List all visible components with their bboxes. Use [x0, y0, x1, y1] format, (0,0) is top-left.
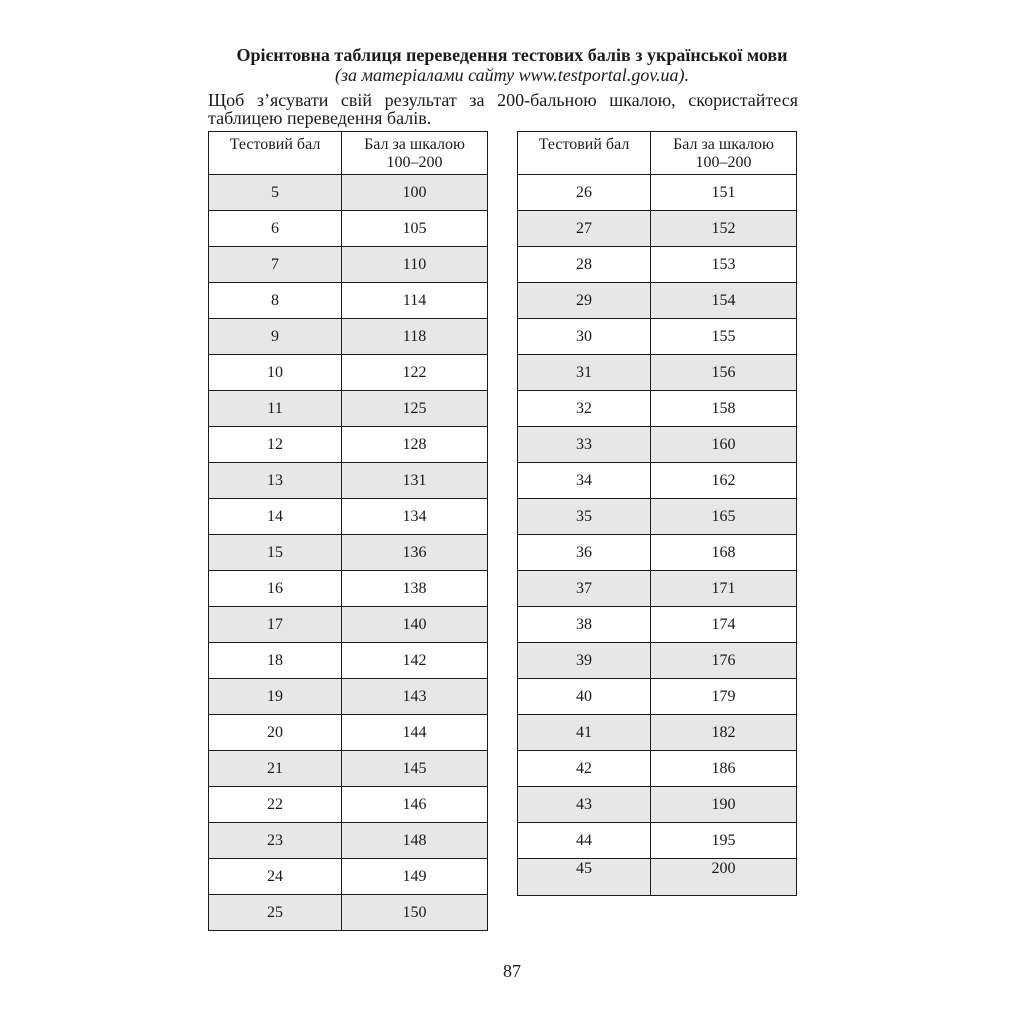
table-header-row — [518, 132, 797, 175]
table-row — [209, 391, 488, 427]
scale-score-cell: 146 — [342, 787, 488, 823]
table-row — [209, 571, 488, 607]
table-row — [518, 823, 797, 859]
test-score-cell: 44 — [518, 823, 651, 859]
test-score-cell: 5 — [209, 175, 342, 211]
table-row — [209, 715, 488, 751]
test-score-cell: 41 — [518, 715, 651, 751]
scale-score-cell: 160 — [651, 427, 797, 463]
scale-score-cell: 155 — [651, 319, 797, 355]
test-score-cell: 37 — [518, 571, 651, 607]
table-row — [518, 355, 797, 391]
scale-score-cell: 174 — [651, 607, 797, 643]
table-row — [209, 211, 488, 247]
scale-score-cell: 179 — [651, 679, 797, 715]
test-score-cell: 21 — [209, 751, 342, 787]
table-row — [518, 715, 797, 751]
conversion-table-left — [208, 131, 488, 931]
test-score-cell: 9 — [209, 319, 342, 355]
header-scale-line1: Бал за шкалою — [364, 136, 465, 153]
table-row — [518, 571, 797, 607]
table-row — [518, 787, 797, 823]
scale-score-cell: 149 — [342, 859, 488, 895]
table-row — [209, 823, 488, 859]
scale-score-cell: 200 — [651, 859, 797, 896]
header-test-score — [518, 132, 651, 175]
page-title: Орієнтовна таблиця переведення тестових балів з української мови — [236, 45, 788, 65]
scale-score-cell: 148 — [342, 823, 488, 859]
table-row — [209, 787, 488, 823]
test-score-cell: 43 — [518, 787, 651, 823]
test-score-cell: 17 — [209, 607, 342, 643]
scale-score-cell: 105 — [342, 211, 488, 247]
intro-paragraph: Щоб з’ясувати свій результат за 200-бальною шкалою, скористайтеся таблицею переведення балів. — [208, 90, 798, 128]
scale-score-cell: 190 — [651, 787, 797, 823]
page-number: 87 — [503, 961, 521, 981]
table-row — [209, 499, 488, 535]
table-row — [209, 535, 488, 571]
scale-score-cell: 156 — [651, 355, 797, 391]
table-row — [518, 283, 797, 319]
test-score-cell: 34 — [518, 463, 651, 499]
test-score-cell: 29 — [518, 283, 651, 319]
scale-score-cell: 145 — [342, 751, 488, 787]
test-score-cell: 10 — [209, 355, 342, 391]
table-row — [518, 463, 797, 499]
table-row — [518, 859, 797, 896]
test-score-cell: 31 — [518, 355, 651, 391]
header-scale-line2: 100–200 — [386, 154, 443, 171]
table-row — [518, 211, 797, 247]
test-score-cell: 14 — [209, 499, 342, 535]
scale-score-cell: 128 — [342, 427, 488, 463]
test-score-cell: 45 — [518, 859, 651, 896]
test-score-cell: 25 — [209, 895, 342, 931]
table-row — [209, 859, 488, 895]
scale-score-cell: 118 — [342, 319, 488, 355]
test-score-cell: 30 — [518, 319, 651, 355]
scale-score-cell: 171 — [651, 571, 797, 607]
table-row — [518, 607, 797, 643]
table-row — [209, 679, 488, 715]
test-score-cell: 36 — [518, 535, 651, 571]
header-scale-line1: Бал за шкалою — [673, 136, 774, 153]
scale-score-cell: 186 — [651, 751, 797, 787]
scale-score-cell: 110 — [342, 247, 488, 283]
scale-score-cell: 100 — [342, 175, 488, 211]
test-score-cell: 35 — [518, 499, 651, 535]
scale-score-cell: 162 — [651, 463, 797, 499]
table-row — [209, 283, 488, 319]
test-score-cell: 40 — [518, 679, 651, 715]
table-row — [209, 319, 488, 355]
test-score-cell: 16 — [209, 571, 342, 607]
test-score-cell: 15 — [209, 535, 342, 571]
right-table-body — [518, 175, 797, 896]
table-row — [209, 751, 488, 787]
scale-score-cell: 150 — [342, 895, 488, 931]
scale-score-cell: 176 — [651, 643, 797, 679]
table-row — [518, 427, 797, 463]
table-row — [518, 751, 797, 787]
table-row — [518, 391, 797, 427]
scale-score-cell: 134 — [342, 499, 488, 535]
scale-score-cell: 154 — [651, 283, 797, 319]
table-row — [209, 463, 488, 499]
test-score-cell: 13 — [209, 463, 342, 499]
header-scale-score — [342, 132, 488, 175]
scale-score-cell: 122 — [342, 355, 488, 391]
test-score-cell: 6 — [209, 211, 342, 247]
table-row — [209, 643, 488, 679]
test-score-cell: 8 — [209, 283, 342, 319]
test-score-cell: 39 — [518, 643, 651, 679]
header-test-score — [209, 132, 342, 175]
test-score-cell: 23 — [209, 823, 342, 859]
test-score-cell: 27 — [518, 211, 651, 247]
header-scale-score — [651, 132, 797, 175]
conversion-table-right — [517, 131, 797, 896]
scale-score-cell: 165 — [651, 499, 797, 535]
test-score-cell: 12 — [209, 427, 342, 463]
table-row — [518, 499, 797, 535]
scale-score-cell: 140 — [342, 607, 488, 643]
scale-score-cell: 125 — [342, 391, 488, 427]
header-test-score-label: Тестовий бал — [229, 136, 321, 153]
test-score-cell: 42 — [518, 751, 651, 787]
test-score-cell: 11 — [209, 391, 342, 427]
page-subtitle: (за матеріалами сайту www.testportal.gov.ua). — [335, 65, 689, 85]
table-row — [518, 643, 797, 679]
header-test-score-label: Тестовий бал — [538, 136, 630, 153]
scale-score-cell: 158 — [651, 391, 797, 427]
scale-score-cell: 151 — [651, 175, 797, 211]
scale-score-cell: 182 — [651, 715, 797, 751]
table-row — [518, 175, 797, 211]
table-row — [209, 355, 488, 391]
table-row — [518, 319, 797, 355]
scale-score-cell: 143 — [342, 679, 488, 715]
table-header-row — [209, 132, 488, 175]
table-row — [518, 247, 797, 283]
table-row — [209, 427, 488, 463]
scale-score-cell: 136 — [342, 535, 488, 571]
test-score-cell: 18 — [209, 643, 342, 679]
table-row — [518, 535, 797, 571]
scale-score-cell: 168 — [651, 535, 797, 571]
scale-score-cell: 131 — [342, 463, 488, 499]
table-row — [209, 175, 488, 211]
test-score-cell: 26 — [518, 175, 651, 211]
test-score-cell: 38 — [518, 607, 651, 643]
left-table-body — [209, 175, 488, 931]
scale-score-cell: 114 — [342, 283, 488, 319]
table-row — [518, 679, 797, 715]
table-row — [209, 607, 488, 643]
test-score-cell: 33 — [518, 427, 651, 463]
scale-score-cell: 153 — [651, 247, 797, 283]
scale-score-cell: 144 — [342, 715, 488, 751]
scale-score-cell: 142 — [342, 643, 488, 679]
test-score-cell: 24 — [209, 859, 342, 895]
test-score-cell: 19 — [209, 679, 342, 715]
test-score-cell: 7 — [209, 247, 342, 283]
table-row — [209, 895, 488, 931]
header-scale-line2: 100–200 — [695, 154, 752, 171]
test-score-cell: 22 — [209, 787, 342, 823]
scale-score-cell: 195 — [651, 823, 797, 859]
test-score-cell: 32 — [518, 391, 651, 427]
test-score-cell: 28 — [518, 247, 651, 283]
test-score-cell: 20 — [209, 715, 342, 751]
scale-score-cell: 152 — [651, 211, 797, 247]
scale-score-cell: 138 — [342, 571, 488, 607]
table-row — [209, 247, 488, 283]
